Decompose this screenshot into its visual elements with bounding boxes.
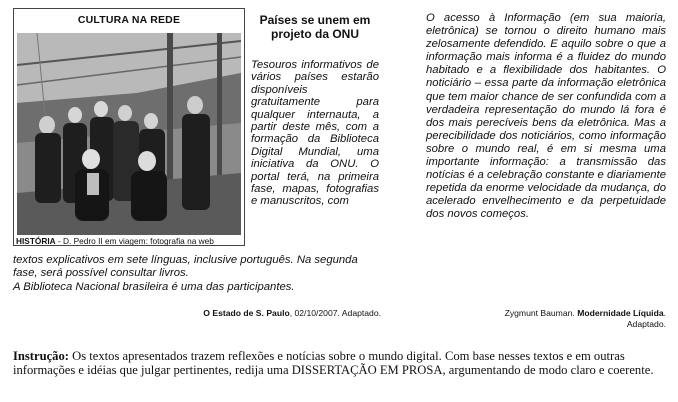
citation-author: Zygmunt Bauman. <box>504 308 578 318</box>
citation-line-1 <box>426 308 666 319</box>
bauman-quote: O acesso à Informação (em sua maioria, eletrônica) se tornou o direito humano mais zelosamente defendido. E aquilo sobre o que a informação mais informa é a fluidez do mundo habitado e a flexibilidade dos habitantes. O noticiário – essa parte da informação eletrônica que tem maior chance de ser confundida com a verdadeira representação do mundo lá fora é dos mais perecíveis bens da eletrônica. Mas a perecibilidade dos noticiários, como informação sobre o mundo real, é em si mesma uma importante informação: a transmissão das notícias é a celebração constante e diariamente repetida da enorme velocidade da mudança, do acelerado envelhecimento e da perpetuidade dos novos começos. <box>426 12 666 221</box>
instruction-label: Instrução: <box>13 349 69 363</box>
historical-group-photo <box>17 33 241 235</box>
cultura-na-rede-box <box>13 8 245 246</box>
citation-period: . <box>663 308 666 318</box>
article-headline: Países se unem em projeto da ONU <box>259 13 371 41</box>
citation-book-title: Modernidade Líquida <box>577 308 664 318</box>
citation-adapted: Adaptado. <box>626 319 666 329</box>
source-citation-right <box>426 308 666 330</box>
caption-label: HISTÓRIA <box>16 236 56 246</box>
article-text-wide <box>13 254 381 294</box>
right-article <box>426 8 666 330</box>
instruction-paragraph <box>13 349 669 378</box>
source-citation-left <box>13 308 381 318</box>
article-text-continued: textos explicativos em sete línguas, inclusive português. Na segunda fase, será possível consultar livros. <box>13 254 358 280</box>
left-article <box>13 8 381 328</box>
article-text-narrow: Tesouros informativos de vários países estarão disponíveis gratuitamente para qualquer internauta, a partir deste mês, com a formação da Biblioteca Digital Mundial, uma iniciativa da ONU. O portal terá, na primeira fase, mapas, fotografias e manuscritos, com <box>251 59 379 208</box>
source-date: , 02/10/2007. Adaptado. <box>289 308 381 318</box>
photo-caption <box>16 236 244 246</box>
article-text-closing: A Biblioteca Nacional brasileira é uma das participantes. <box>13 280 295 293</box>
box-title: CULTURA NA REDE <box>77 14 181 26</box>
caption-text: - D. Pedro II em viagem: fotografia na web <box>55 236 214 246</box>
instruction-text: Os textos apresentados trazem reflexões e notícias sobre o mundo digital. Com base nesses textos e em outras informações e idéias que julgar pertinentes, redija uma DISSERTAÇÃO EM PROSA, argumentando de modo claro e coerente. <box>13 349 654 378</box>
source-newspaper: O Estado de S. Paulo <box>203 308 290 318</box>
